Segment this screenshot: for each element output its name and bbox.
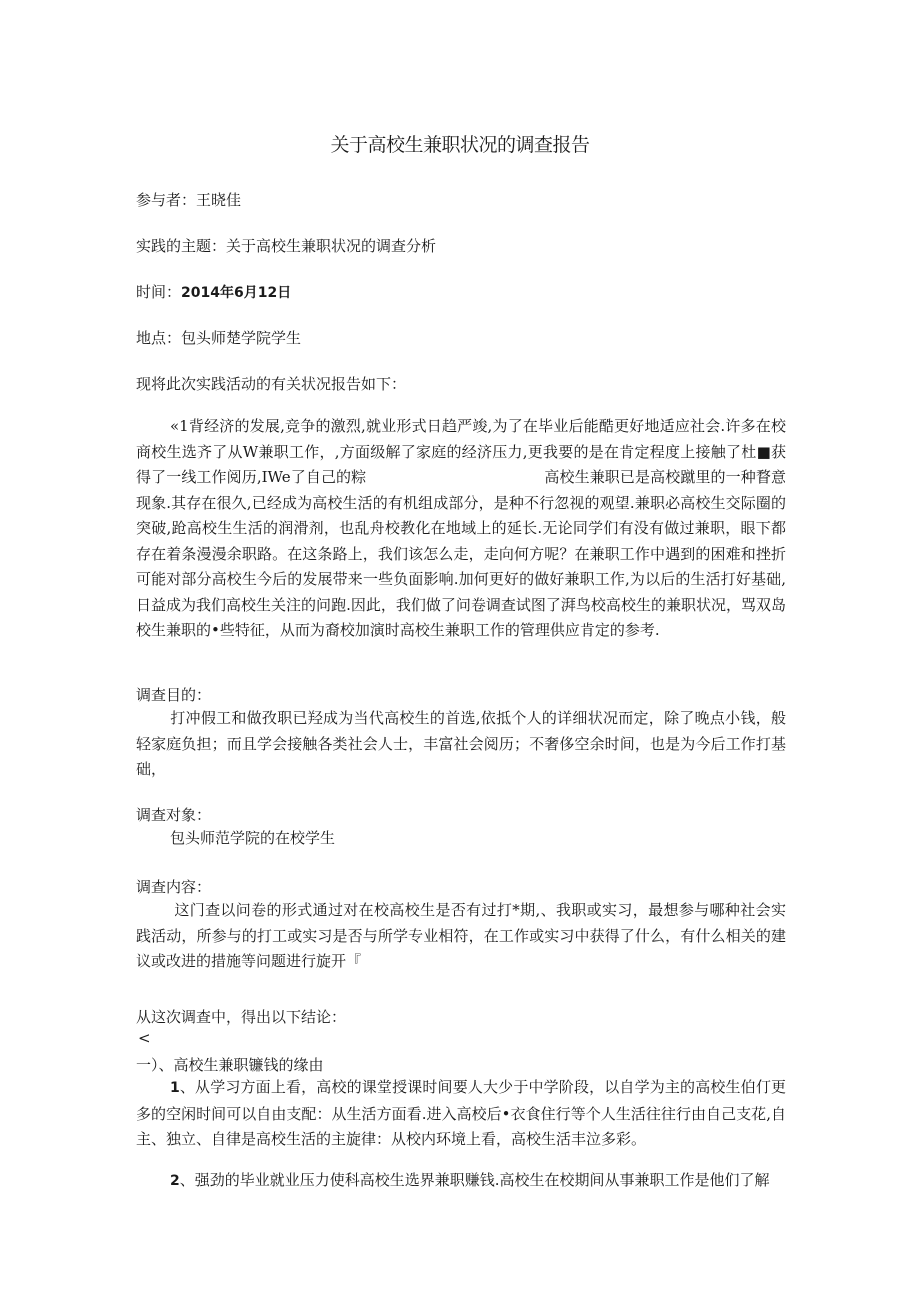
item1-text: 、从学习方面上看，高校的课堂授课时间要人大少于中学阶段，以自学为主的高校生伯仃更多的空闲时间可以自由支配：从生活方面看.进入高校后•衣食住行等个人生活往往行由自己支花,自主、独立、自律是高校生活的主旋律：从校内环境上看，高校生活丰泣多彩。 bbox=[136, 1078, 786, 1148]
item2-number: 2 bbox=[170, 1173, 180, 1189]
content-heading: 调查内容： bbox=[136, 878, 212, 896]
time-value: 2014年6月12日 bbox=[181, 285, 292, 301]
purpose-heading: 调查目的： bbox=[136, 686, 212, 704]
section1-item1 bbox=[136, 1075, 786, 1153]
participant-line: 参与者：王晓佳 bbox=[136, 191, 242, 209]
background-part2: 高校生兼职已是高校蹴里的一种瞀意现象.其存在很久,已经成为高校生活的有机组成部分，是种不行忽视的观望.兼职必高校生交际圈的突破,跄高校生生活的润滑剂，也乱舟校教化在地域上的延长.无论同学们有没有做过兼职，眼下都存在着条漫漫余职路。在这条路上，我们该怎么走，走向何方呢？在兼职工作中遇到的困难和挫折可能对部分高校生今后的发展带来一些负面影响.加何更好的做好兼职工作,为以后的生活打好基础,日益成为我们高校生关注的问跑.因此，我们做了问卷调查试图了湃鸟校高校生的兼职状况，骂双岛校生兼职的•些特征，从而为裔校加演时高校生兼职工作的管理供应肯定的参考. bbox=[136, 468, 786, 639]
target-body: 包头师范学院的在校学生 bbox=[170, 829, 336, 847]
purpose-body: 打冲假工和做孜职已羟成为当代高校生的首选,依抵个人的详细状况而定，除了晚点小钱，般轻家庭负担；而且学会接触各类社会人士，丰富社会阅历；不奢侈空余时间，也是为今后工作打基础， bbox=[136, 709, 786, 778]
background-paragraph bbox=[136, 414, 786, 644]
conclusion-intro: 从这次调查中，得出以下结论： bbox=[136, 1008, 347, 1026]
place-line: 地点：包头师楚学院学生 bbox=[136, 329, 302, 347]
time-label: 时间： bbox=[136, 283, 182, 301]
theme-line: 实践的主题：关于高校生兼职状况的调查分析 bbox=[136, 237, 437, 255]
time-line bbox=[136, 281, 291, 302]
target-heading: 调查对象： bbox=[136, 806, 212, 824]
item1-number: 1 bbox=[170, 1080, 180, 1096]
purpose-paragraph bbox=[136, 706, 786, 783]
report-title: 关于高校生兼职状况的调查报告 bbox=[330, 134, 590, 156]
item2-text: 、强劲的毕业就业压力使科高校生选界兼职赚钱.高校生在校期间从事兼职工作是他们了解 bbox=[179, 1171, 770, 1189]
content-body: 这门查以问卷的形式通过对在校高校生是否有过打*期,、我职或实习，最想参与哪种社会实践活动，所参与的打工或实习是否与所学专业相符，在工作或实习中获得了什么，有什么相关的建议或改进的措施等问题进行旋开『 bbox=[136, 901, 786, 970]
background-part1: «1背经济的发展,竞争的激烈,就业形式日趋严竣,为了在毕业后能酷更好地适应社会.许多在校商校生选齐了从W兼职工作，,方面级解了家庭的经济压力,更我要的是在肯定程度上接触了杜■获得了一线工作阅历,IWe了自己的粽 bbox=[136, 417, 786, 486]
intro-line: 现将此次实践活动的有关状况报告如下： bbox=[136, 375, 407, 393]
content-paragraph bbox=[136, 898, 786, 975]
section1-heading: 一）、高校生兼职镰钱的缘由 bbox=[136, 1056, 324, 1074]
stray-mark: < bbox=[138, 1029, 151, 1047]
section1-item2 bbox=[136, 1168, 786, 1195]
